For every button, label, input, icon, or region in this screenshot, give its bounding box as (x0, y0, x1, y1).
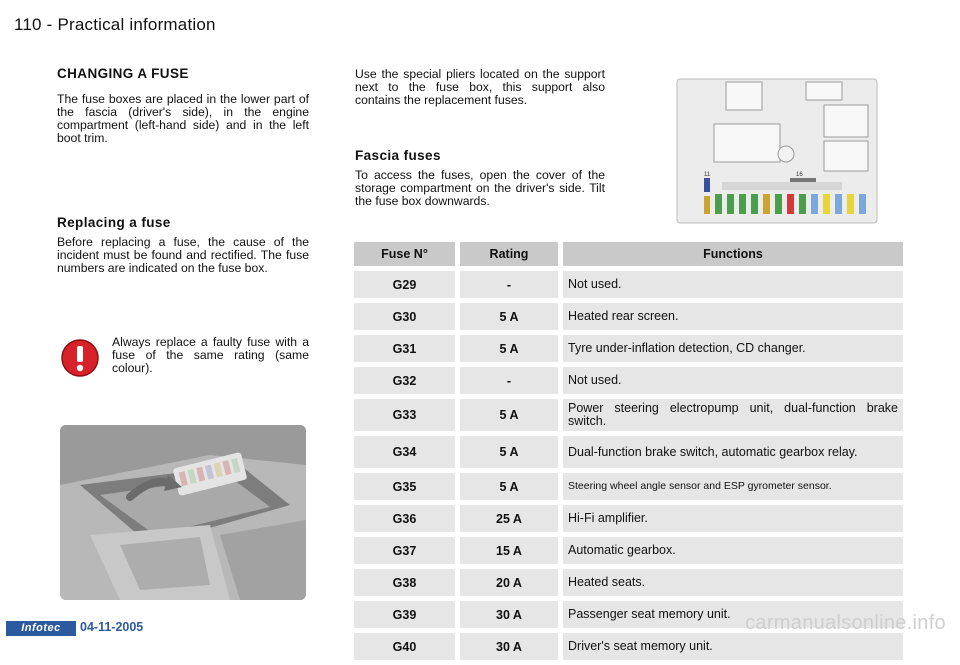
header-rating: Rating (460, 242, 558, 266)
fuse-function: Passenger seat memory unit. (563, 601, 903, 628)
fascia-fuses-heading: Fascia fuses (355, 148, 441, 163)
diagram-label-11: 11 (704, 172, 711, 178)
header-functions: Functions (563, 242, 903, 266)
fascia-photo-illustration (60, 425, 306, 600)
fuse-rating: 30 A (460, 601, 558, 628)
fuse-id: G36 (354, 505, 455, 532)
table-row (354, 303, 903, 330)
fuse-rating: 5 A (460, 303, 558, 330)
page-header (14, 15, 216, 35)
fuse-id: G31 (354, 335, 455, 362)
fuse-function: Heated rear screen. (563, 303, 903, 330)
table-row (354, 537, 903, 564)
fuse-id: G30 (354, 303, 455, 330)
fuse-rating: - (460, 367, 558, 394)
intro-paragraph: The fuse boxes are placed in the lower part of the fascia (driver's side), in the engine compartment (left-hand side) and in the left boot trim. (57, 92, 309, 145)
table-row (354, 335, 903, 362)
table-row (354, 367, 903, 394)
fuse-function: Not used. (563, 271, 903, 298)
fuse-rating: - (460, 271, 558, 298)
table-row (354, 436, 903, 468)
page-number: 110 (14, 15, 42, 34)
fuse-function: Driver's seat memory unit. (563, 633, 903, 660)
fuse-id: G37 (354, 537, 455, 564)
exclamation-warning-icon (60, 338, 100, 378)
pliers-paragraph: Use the special pliers located on the support next to the fuse box, this support also contains the replacement fuses. (355, 67, 605, 107)
table-row (354, 271, 903, 298)
fuse-function: Hi-Fi amplifier. (563, 505, 903, 532)
infotec-logo: Infotec (6, 621, 76, 636)
fuse-id: G33 (354, 399, 455, 431)
fuse-rating: 15 A (460, 537, 558, 564)
table-row (354, 633, 903, 660)
fuse-id: G29 (354, 271, 455, 298)
section-title: Practical information (57, 15, 216, 34)
fuse-function: Steering wheel angle sensor and ESP gyrometer sensor. (563, 473, 903, 500)
watermark: carmanualsonline.info (745, 612, 946, 634)
fuse-table (354, 237, 903, 665)
replacing-fuse-paragraph: Before replacing a fuse, the cause of the incident must be found and rectified. The fuse numbers are indicated on the fuse box. (57, 235, 309, 275)
fuse-id: G34 (354, 436, 455, 468)
fuse-rating: 20 A (460, 569, 558, 596)
header-fuse-number: Fuse N° (354, 242, 455, 266)
fuse-rating: 25 A (460, 505, 558, 532)
fuse-rating: 5 A (460, 436, 558, 468)
fuse-id: G39 (354, 601, 455, 628)
fuse-rating: 30 A (460, 633, 558, 660)
fuse-rating: 5 A (460, 399, 558, 431)
fuse-id: G40 (354, 633, 455, 660)
table-row (354, 569, 903, 596)
fuse-id: G32 (354, 367, 455, 394)
fuse-function: Not used. (563, 367, 903, 394)
table-row (354, 473, 903, 500)
diagram-label-16: 16 (796, 172, 803, 178)
table-row (354, 505, 903, 532)
table-row (354, 399, 903, 431)
footer-date: 04-11-2005 (80, 620, 144, 634)
fuse-box-diagram (676, 78, 878, 224)
fuse-function: Heated seats. (563, 569, 903, 596)
warning-text: Always replace a faulty fuse with a fuse of the same rating (same colour). (112, 335, 309, 375)
replacing-fuse-heading: Replacing a fuse (57, 215, 171, 230)
fuse-function: Power steering electropump unit, dual-function brake switch. (563, 399, 903, 431)
fuse-id: G35 (354, 473, 455, 500)
table-header-row (354, 242, 903, 266)
fuse-rating: 5 A (460, 335, 558, 362)
fuse-rating: 5 A (460, 473, 558, 500)
fuse-function: Dual-function brake switch, automatic gearbox relay. (563, 436, 903, 468)
fuse-function: Tyre under-inflation detection, CD changer. (563, 335, 903, 362)
fuse-function: Automatic gearbox. (563, 537, 903, 564)
fuse-id: G38 (354, 569, 455, 596)
header-separator: - (46, 15, 53, 34)
fuse-box-photo (60, 425, 306, 600)
fascia-fuses-paragraph: To access the fuses, open the cover of the storage compartment on the driver's side. Tilt the fuse box downwards. (355, 168, 605, 208)
changing-fuse-heading: CHANGING A FUSE (57, 66, 189, 81)
